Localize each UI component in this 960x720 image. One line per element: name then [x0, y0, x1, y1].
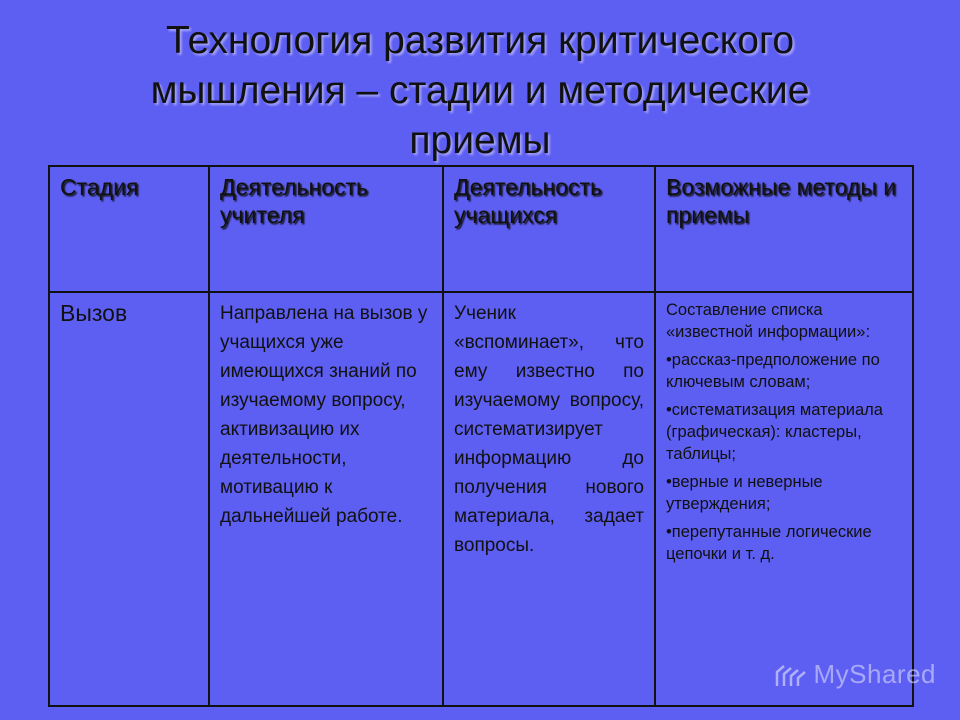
cell-student-activity: Ученик «вспоминает», что ему известно по изучаемому вопросу, систематизирует информацию до получения нового материала, задает вопросы. — [443, 292, 655, 706]
header-stage: Стадия — [49, 166, 209, 292]
watermark-text: MyShared — [813, 659, 936, 689]
method-item-1: •рассказ-предположение по ключевым словам; — [666, 351, 880, 391]
title-line-3: приемы — [409, 119, 551, 162]
method-item-2: •систематизация материала (графическая): кластеры, таблицы; — [666, 401, 883, 463]
table-row — [49, 292, 913, 706]
cell-stage: Вызов — [49, 292, 209, 706]
slide-title — [60, 16, 900, 166]
method-item-4: •перепутанные логические цепочки и т. д. — [666, 523, 872, 563]
cell-methods — [655, 292, 913, 706]
method-item-3: •верные и неверные утверждения; — [666, 473, 823, 513]
header-teacher-activity: Деятельность учителя — [209, 166, 443, 292]
methods-intro: Составление списка «известной информации»: — [666, 301, 871, 341]
header-student-activity: Деятельность учащихся — [443, 166, 655, 292]
title-line-1: Технология развития критического — [165, 19, 795, 62]
cell-teacher-activity: Направлена на вызов у учащихся уже имеющихся знаний по изучаемому вопросу, активизацию их деятельности, мотивацию к дальнейшей работе. — [209, 292, 443, 706]
title-line-2: мышления – стадии и методические — [150, 69, 810, 112]
myshared-logo-icon — [774, 660, 808, 690]
header-methods: Возможные методы и приемы — [655, 166, 913, 292]
table-header-row — [49, 166, 913, 292]
watermark — [774, 659, 937, 690]
stages-table — [48, 165, 914, 707]
